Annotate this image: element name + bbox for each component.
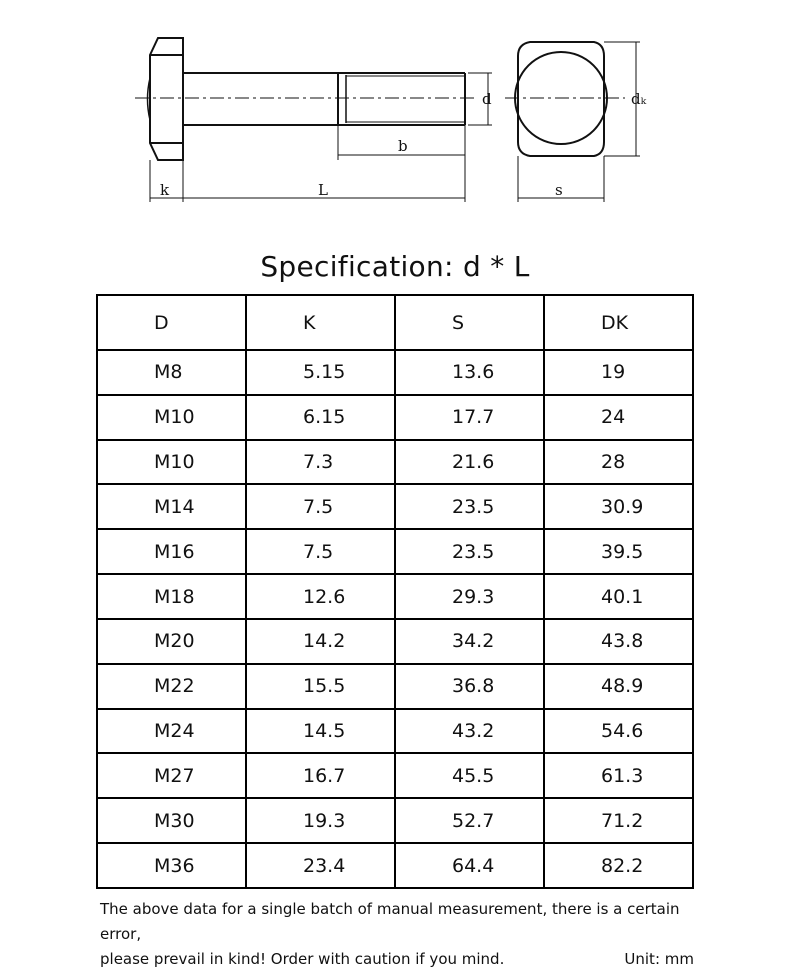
cell-k: 12.6 — [246, 574, 395, 619]
table-row — [97, 664, 693, 709]
table-row — [97, 529, 693, 574]
cell-d: M10 — [97, 440, 246, 485]
cell-s: 34.2 — [395, 619, 544, 664]
cell-dk: 28 — [544, 440, 693, 485]
table-body — [97, 350, 693, 888]
cell-k: 7.5 — [246, 484, 395, 529]
cell-d: M24 — [97, 709, 246, 754]
cell-s: 64.4 — [395, 843, 544, 888]
header-k: K — [246, 295, 395, 350]
cell-s: 23.5 — [395, 529, 544, 574]
cell-d: M20 — [97, 619, 246, 664]
dim-label-d: d — [482, 90, 492, 108]
cell-dk: 71.2 — [544, 798, 693, 843]
cell-k: 5.15 — [246, 350, 395, 395]
cell-dk: 48.9 — [544, 664, 693, 709]
cell-dk: 19 — [544, 350, 693, 395]
measurement-note — [100, 897, 694, 972]
cell-d: M22 — [97, 664, 246, 709]
cell-d: M36 — [97, 843, 246, 888]
header-d: D — [97, 295, 246, 350]
cell-k: 15.5 — [246, 664, 395, 709]
cell-d: M18 — [97, 574, 246, 619]
table-row — [97, 395, 693, 440]
table-header-row — [97, 295, 693, 350]
bolt-side-view — [135, 38, 492, 202]
cell-dk: 43.8 — [544, 619, 693, 664]
cell-d: M8 — [97, 350, 246, 395]
cell-s: 13.6 — [395, 350, 544, 395]
table-row — [97, 484, 693, 529]
header-s: S — [395, 295, 544, 350]
note-line-2: please prevail in kind! Order with caution if you mind. — [100, 950, 505, 968]
cell-k: 7.3 — [246, 440, 395, 485]
note-line-2-row — [100, 947, 694, 972]
dim-label-b: b — [398, 137, 408, 155]
table-row — [97, 619, 693, 664]
cell-dk: 39.5 — [544, 529, 693, 574]
cell-dk: 54.6 — [544, 709, 693, 754]
table-row — [97, 843, 693, 888]
cell-s: 52.7 — [395, 798, 544, 843]
dim-label-dk: dₖ — [631, 90, 647, 108]
cell-s: 43.2 — [395, 709, 544, 754]
cell-d: M16 — [97, 529, 246, 574]
cell-d: M30 — [97, 798, 246, 843]
cell-d: M27 — [97, 753, 246, 798]
cell-dk: 82.2 — [544, 843, 693, 888]
cell-s: 21.6 — [395, 440, 544, 485]
cell-dk: 40.1 — [544, 574, 693, 619]
cell-s: 45.5 — [395, 753, 544, 798]
spec-table — [96, 294, 694, 889]
cell-k: 16.7 — [246, 753, 395, 798]
note-line-1: The above data for a single batch of manual measurement, there is a certain error, — [100, 900, 680, 943]
dim-label-k: k — [160, 181, 170, 199]
cell-k: 14.5 — [246, 709, 395, 754]
dim-label-s: s — [555, 181, 563, 199]
table-row — [97, 753, 693, 798]
spec-title: Specification: d * L — [260, 250, 530, 283]
dim-label-L: L — [318, 181, 328, 199]
cell-dk: 30.9 — [544, 484, 693, 529]
bolt-dimension-diagram — [0, 0, 790, 230]
bolt-head-end-view — [505, 42, 640, 202]
table-row — [97, 709, 693, 754]
table-row — [97, 350, 693, 395]
cell-s: 29.3 — [395, 574, 544, 619]
cell-s: 17.7 — [395, 395, 544, 440]
cell-dk: 61.3 — [544, 753, 693, 798]
cell-k: 14.2 — [246, 619, 395, 664]
cell-k: 23.4 — [246, 843, 395, 888]
cell-s: 36.8 — [395, 664, 544, 709]
table-row — [97, 798, 693, 843]
cell-dk: 24 — [544, 395, 693, 440]
cell-d: M14 — [97, 484, 246, 529]
table-row — [97, 440, 693, 485]
unit-label: Unit: mm — [624, 950, 694, 968]
cell-k: 7.5 — [246, 529, 395, 574]
header-dk: DK — [544, 295, 693, 350]
cell-s: 23.5 — [395, 484, 544, 529]
cell-d: M10 — [97, 395, 246, 440]
cell-k: 19.3 — [246, 798, 395, 843]
table-row — [97, 574, 693, 619]
cell-k: 6.15 — [246, 395, 395, 440]
